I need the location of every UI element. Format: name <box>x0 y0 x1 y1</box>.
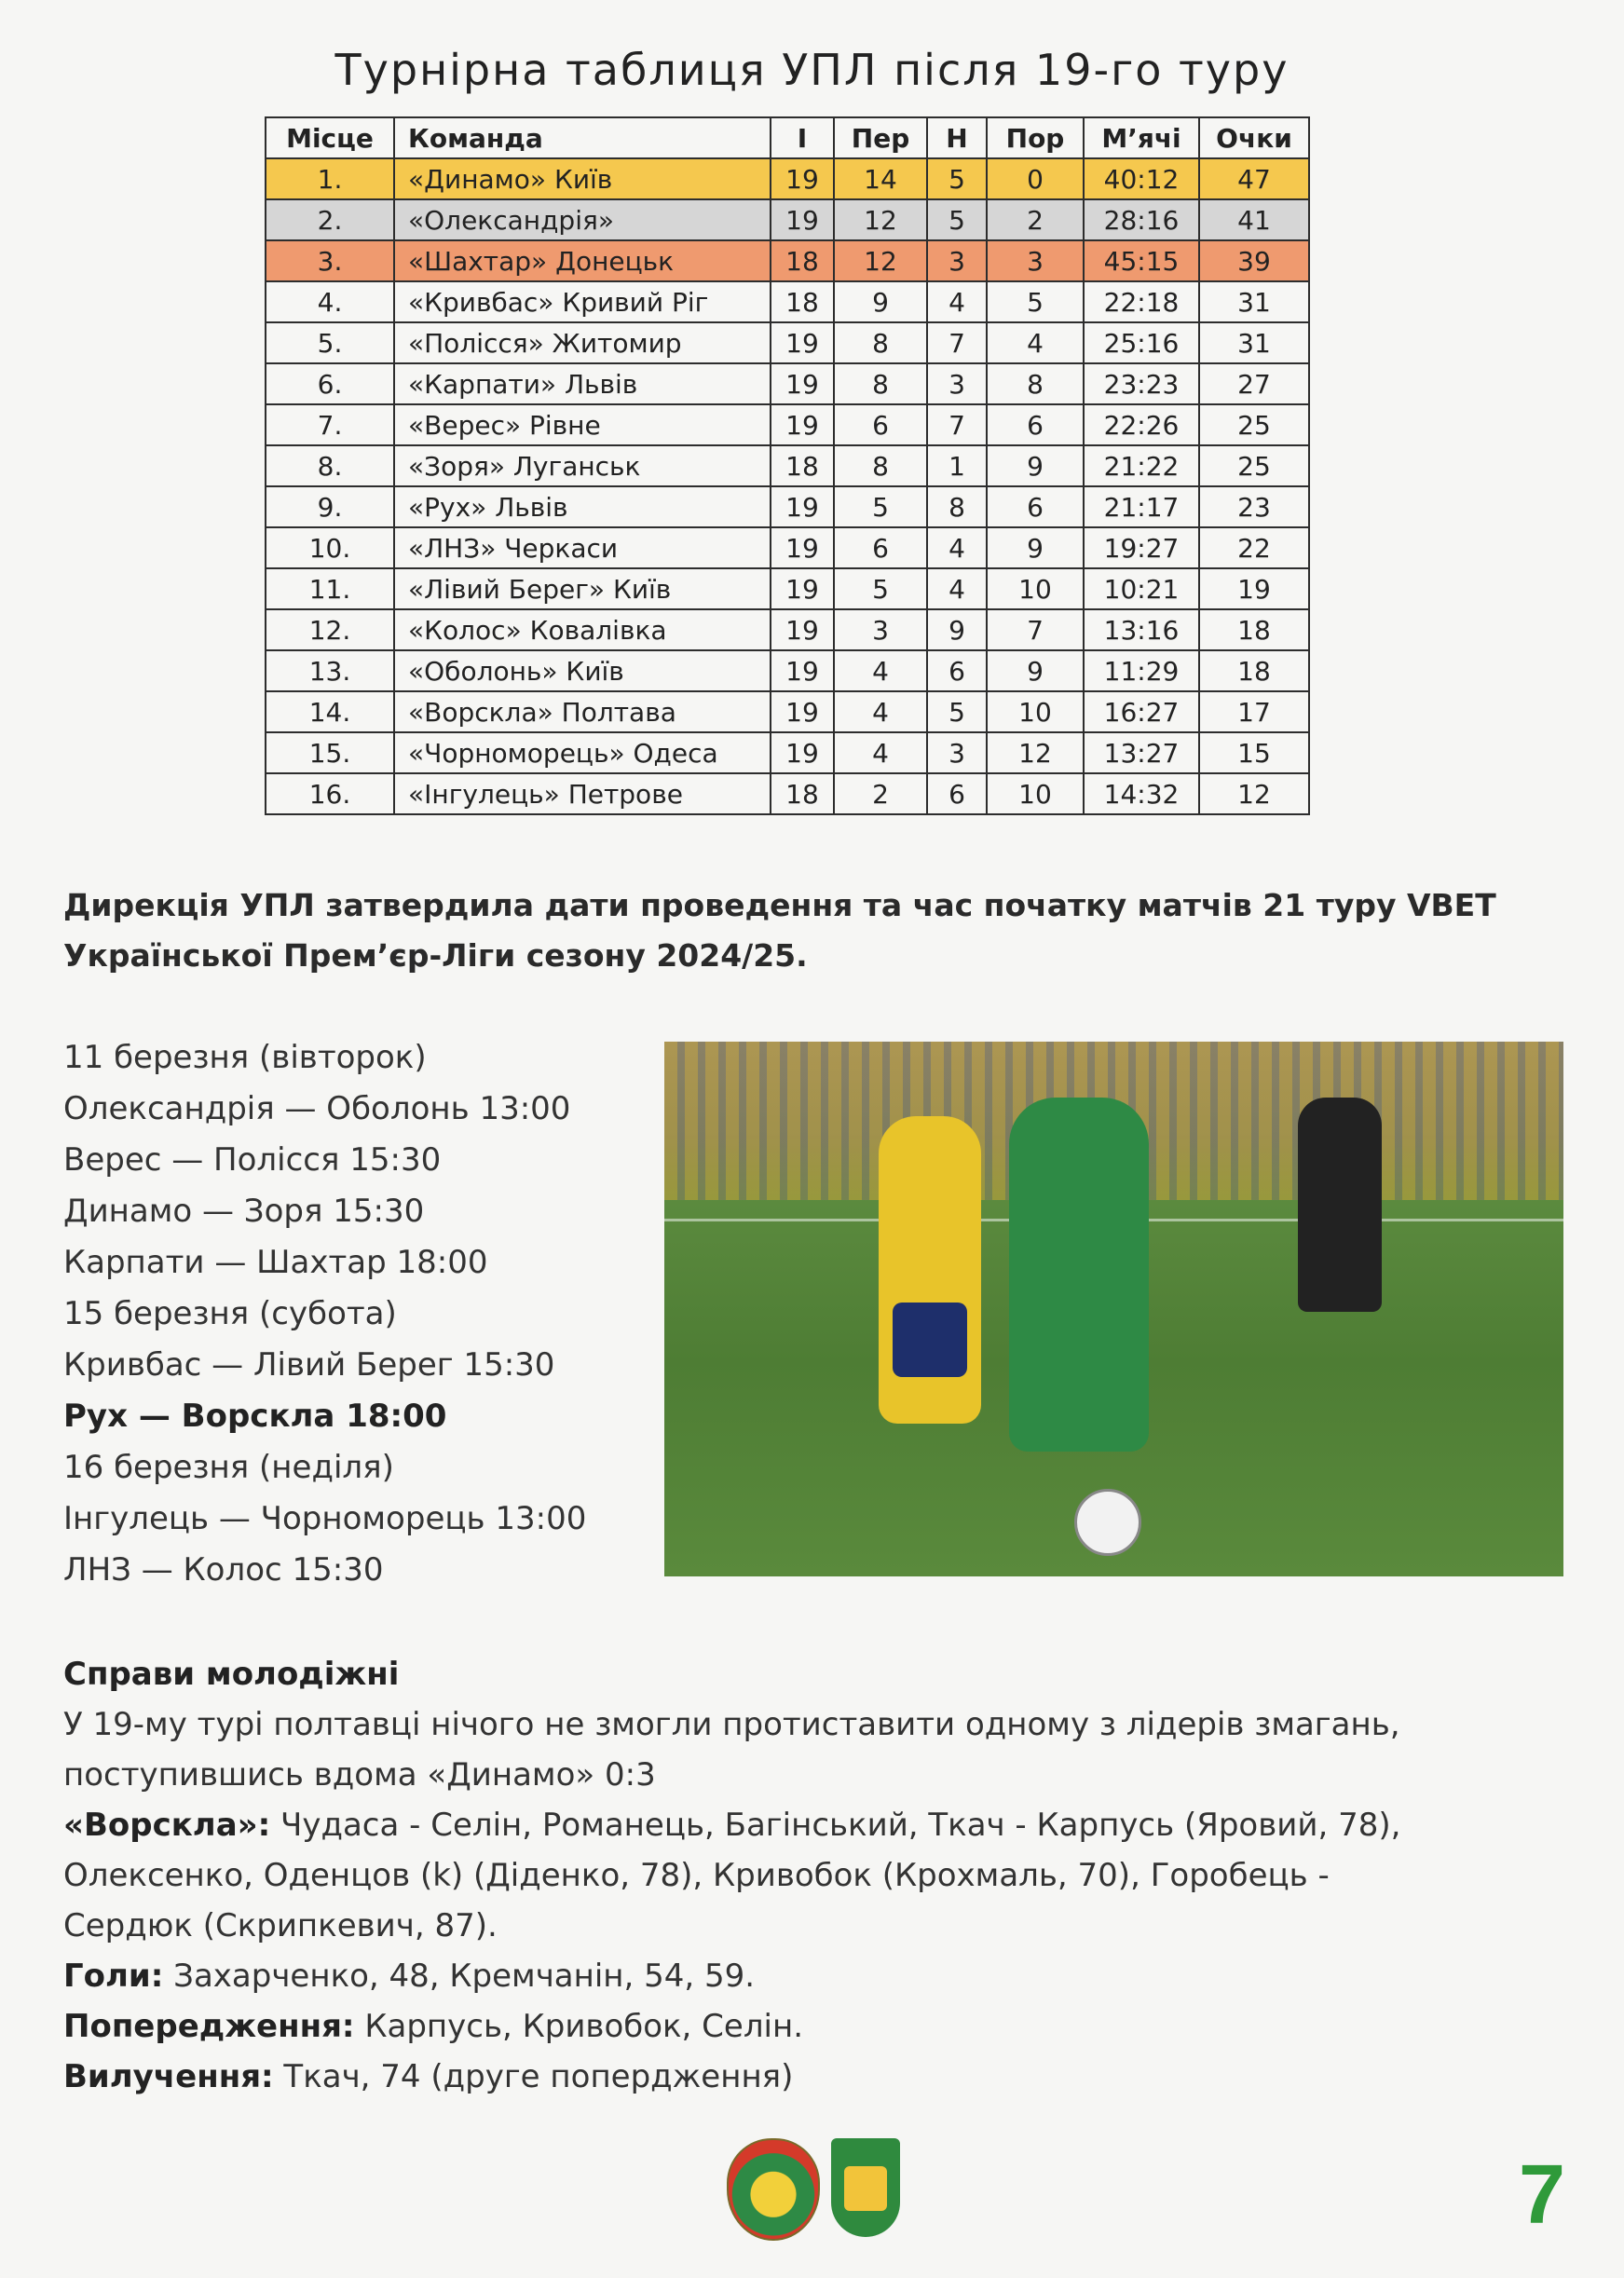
cell-draws: 5 <box>927 691 987 732</box>
cell-points: 31 <box>1199 281 1309 322</box>
cell-team: «Оболонь» Київ <box>394 650 771 691</box>
schedule-line: Кривбас — Лівий Берег 15:30 <box>63 1346 555 1384</box>
cell-draws: 3 <box>927 240 987 281</box>
schedule-line: Динамо — Зоря 15:30 <box>63 1193 425 1230</box>
cell-goals: 10:21 <box>1084 568 1199 609</box>
cell-goals: 13:16 <box>1084 609 1199 650</box>
cell-place: 10. <box>266 527 394 568</box>
cell-goals: 22:18 <box>1084 281 1199 322</box>
youth-section <box>63 1649 1591 2102</box>
cell-losses: 6 <box>987 486 1084 527</box>
cell-played: 19 <box>771 322 834 363</box>
cell-draws: 6 <box>927 650 987 691</box>
cell-wins: 8 <box>834 445 927 486</box>
schedule-line: Рух — Ворскла 18:00 <box>63 1398 447 1435</box>
youth-intro: поступившись вдома «Динамо» 0:3 <box>63 1756 656 1794</box>
table-row <box>266 527 1309 568</box>
cell-losses: 4 <box>987 322 1084 363</box>
cell-goals: 19:27 <box>1084 527 1199 568</box>
cell-points: 31 <box>1199 322 1309 363</box>
table-row <box>266 486 1309 527</box>
cell-points: 47 <box>1199 158 1309 199</box>
cell-draws: 5 <box>927 199 987 240</box>
header-wins: Пер <box>834 117 927 158</box>
cell-played: 18 <box>771 445 834 486</box>
cell-points: 25 <box>1199 404 1309 445</box>
cell-team: «Рух» Львів <box>394 486 771 527</box>
cell-team: «Інгулець» Петрове <box>394 773 771 814</box>
cell-place: 6. <box>266 363 394 404</box>
standings-table <box>265 116 1310 815</box>
cell-goals: 14:32 <box>1084 773 1199 814</box>
cell-place: 7. <box>266 404 394 445</box>
table-row <box>266 158 1309 199</box>
table-header-row <box>266 117 1309 158</box>
cell-played: 19 <box>771 691 834 732</box>
cell-team: «ЛНЗ» Черкаси <box>394 527 771 568</box>
cell-played: 18 <box>771 773 834 814</box>
cell-team: «Чорноморець» Одеса <box>394 732 771 773</box>
table-row <box>266 691 1309 732</box>
cell-played: 19 <box>771 527 834 568</box>
cell-losses: 5 <box>987 281 1084 322</box>
cell-wins: 4 <box>834 650 927 691</box>
cell-team: «Олександрія» <box>394 199 771 240</box>
cell-losses: 10 <box>987 773 1084 814</box>
goals-text: Захарченко, 48, Кремчанін, 54, 59. <box>163 1957 756 1995</box>
table-row <box>266 281 1309 322</box>
cell-draws: 4 <box>927 281 987 322</box>
cell-losses: 2 <box>987 199 1084 240</box>
cell-draws: 7 <box>927 404 987 445</box>
cell-losses: 9 <box>987 445 1084 486</box>
cell-losses: 9 <box>987 650 1084 691</box>
table-row <box>266 322 1309 363</box>
football <box>1074 1489 1141 1556</box>
schedule-line: Верес — Полісся 15:30 <box>63 1141 442 1179</box>
cell-played: 19 <box>771 199 834 240</box>
cell-played: 19 <box>771 404 834 445</box>
youth-heading: Справи молодіжні <box>63 1656 400 1693</box>
cell-losses: 8 <box>987 363 1084 404</box>
cell-points: 15 <box>1199 732 1309 773</box>
header-draws: Н <box>927 117 987 158</box>
cell-losses: 3 <box>987 240 1084 281</box>
cell-goals: 21:17 <box>1084 486 1199 527</box>
cell-goals: 45:15 <box>1084 240 1199 281</box>
cell-losses: 0 <box>987 158 1084 199</box>
cell-team: «Колос» Ковалівка <box>394 609 771 650</box>
header-goals: М’ячі <box>1084 117 1199 158</box>
cell-place: 12. <box>266 609 394 650</box>
table-row <box>266 568 1309 609</box>
header-losses: Пор <box>987 117 1084 158</box>
lineup-line: Сердюк (Скрипкевич, 87). <box>63 1907 498 1944</box>
cell-goals: 16:27 <box>1084 691 1199 732</box>
table-row <box>266 650 1309 691</box>
cell-place: 8. <box>266 445 394 486</box>
schedule-line: Інгулець — Чорноморець 13:00 <box>63 1500 587 1537</box>
table-row <box>266 773 1309 814</box>
cell-points: 17 <box>1199 691 1309 732</box>
karpaty-logo-lion <box>844 2166 887 2211</box>
cell-team: «Полісся» Житомир <box>394 322 771 363</box>
cell-team: «Зоря» Луганськ <box>394 445 771 486</box>
lineup-label: «Ворскла»: <box>63 1807 271 1844</box>
cell-place: 5. <box>266 322 394 363</box>
cell-goals: 11:29 <box>1084 650 1199 691</box>
cell-points: 27 <box>1199 363 1309 404</box>
cell-played: 18 <box>771 240 834 281</box>
cell-team: «Ворскла» Полтава <box>394 691 771 732</box>
cell-played: 18 <box>771 281 834 322</box>
player-green <box>1009 1098 1149 1452</box>
cell-team: «Карпати» Львів <box>394 363 771 404</box>
referee <box>1298 1098 1382 1312</box>
cell-wins: 5 <box>834 568 927 609</box>
cell-played: 19 <box>771 732 834 773</box>
cell-place: 13. <box>266 650 394 691</box>
cell-goals: 40:12 <box>1084 158 1199 199</box>
schedule-line: ЛНЗ — Колос 15:30 <box>63 1551 384 1589</box>
cell-wins: 4 <box>834 691 927 732</box>
announcement-line: Дирекція УПЛ затвердила дати проведення та час початку матчів 21 туру VBET <box>63 887 1496 923</box>
cell-points: 18 <box>1199 609 1309 650</box>
cell-place: 4. <box>266 281 394 322</box>
cell-points: 23 <box>1199 486 1309 527</box>
lineup-line <box>63 1800 1591 1850</box>
table-row <box>266 404 1309 445</box>
warnings-text: Карпусь, Кривобок, Селін. <box>354 2008 804 2045</box>
cell-wins: 6 <box>834 404 927 445</box>
cell-draws: 7 <box>927 322 987 363</box>
cell-place: 3. <box>266 240 394 281</box>
cell-played: 19 <box>771 650 834 691</box>
cell-losses: 12 <box>987 732 1084 773</box>
schedule-line: 15 березня (субота) <box>63 1295 397 1332</box>
cell-played: 19 <box>771 363 834 404</box>
cell-losses: 6 <box>987 404 1084 445</box>
cell-goals: 28:16 <box>1084 199 1199 240</box>
header-team: Команда <box>394 117 771 158</box>
schedule-line: 11 березня (вівторок) <box>63 1039 427 1076</box>
cell-draws: 1 <box>927 445 987 486</box>
cell-place: 2. <box>266 199 394 240</box>
schedule-line: Олександрія — Оболонь 13:00 <box>63 1090 571 1127</box>
cell-played: 19 <box>771 158 834 199</box>
cell-team: «Кривбас» Кривий Ріг <box>394 281 771 322</box>
lineup-line: Олексенко, Оденцов (k) (Діденко, 78), Кривобок (Крохмаль, 70), Горобець - <box>63 1857 1330 1894</box>
cell-goals: 13:27 <box>1084 732 1199 773</box>
cell-points: 22 <box>1199 527 1309 568</box>
page-number: 7 <box>1519 2148 1566 2242</box>
cell-points: 12 <box>1199 773 1309 814</box>
cell-place: 9. <box>266 486 394 527</box>
cell-points: 18 <box>1199 650 1309 691</box>
cell-draws: 6 <box>927 773 987 814</box>
cell-wins: 3 <box>834 609 927 650</box>
cell-played: 19 <box>771 609 834 650</box>
cell-losses: 10 <box>987 691 1084 732</box>
cell-losses: 9 <box>987 527 1084 568</box>
cell-place: 1. <box>266 158 394 199</box>
cell-wins: 9 <box>834 281 927 322</box>
cell-draws: 9 <box>927 609 987 650</box>
cell-goals: 22:26 <box>1084 404 1199 445</box>
cell-wins: 14 <box>834 158 927 199</box>
cell-draws: 5 <box>927 158 987 199</box>
cell-draws: 3 <box>927 363 987 404</box>
goals-line <box>63 1951 1591 2001</box>
table-row <box>266 732 1309 773</box>
table-row <box>266 445 1309 486</box>
cell-wins: 8 <box>834 322 927 363</box>
red-card-label: Вилучення: <box>63 2058 274 2095</box>
cell-place: 14. <box>266 691 394 732</box>
page-title: Турнірна таблиця УПЛ після 19-го туру <box>334 45 1290 95</box>
header-played: І <box>771 117 834 158</box>
cell-wins: 12 <box>834 240 927 281</box>
cell-place: 11. <box>266 568 394 609</box>
match-schedule <box>63 1032 660 1596</box>
warnings-label: Попередження: <box>63 2008 355 2045</box>
cell-draws: 4 <box>927 527 987 568</box>
cell-wins: 4 <box>834 732 927 773</box>
cell-wins: 2 <box>834 773 927 814</box>
cell-points: 39 <box>1199 240 1309 281</box>
red-card-text: Ткач, 74 (друге попердження) <box>273 2058 794 2095</box>
youth-intro: У 19-му турі полтавці нічого не змогли протиставити одному з лідерів змагань, <box>63 1706 1400 1743</box>
red-card-line <box>63 2052 1591 2102</box>
cell-wins: 6 <box>834 527 927 568</box>
cell-wins: 12 <box>834 199 927 240</box>
cell-draws: 3 <box>927 732 987 773</box>
cell-goals: 25:16 <box>1084 322 1199 363</box>
cell-played: 19 <box>771 568 834 609</box>
cell-team: «Динамо» Київ <box>394 158 771 199</box>
schedule-line: Карпати — Шахтар 18:00 <box>63 1244 488 1281</box>
table-row <box>266 199 1309 240</box>
cell-points: 25 <box>1199 445 1309 486</box>
cell-losses: 7 <box>987 609 1084 650</box>
cell-team: «Лівий Берег» Київ <box>394 568 771 609</box>
warnings-line <box>63 2001 1591 2052</box>
cell-draws: 4 <box>927 568 987 609</box>
cell-wins: 8 <box>834 363 927 404</box>
cell-points: 19 <box>1199 568 1309 609</box>
cell-wins: 5 <box>834 486 927 527</box>
goals-label: Голи: <box>63 1957 164 1995</box>
table-row <box>266 363 1309 404</box>
cell-goals: 23:23 <box>1084 363 1199 404</box>
cell-points: 41 <box>1199 199 1309 240</box>
cell-losses: 10 <box>987 568 1084 609</box>
table-row <box>266 240 1309 281</box>
announcement-line: Української Прем’єр-Ліги сезону 2024/25. <box>63 937 808 974</box>
header-place: Місце <box>266 117 394 158</box>
lineup-text: Чудаса - Селін, Романець, Багінський, Ткач - Карпусь (Яровий, 78), <box>270 1807 1401 1844</box>
schedule-line: 16 березня (неділя) <box>63 1449 394 1486</box>
announcement <box>63 880 1582 981</box>
club-logos <box>727 2138 913 2241</box>
cell-place: 15. <box>266 732 394 773</box>
player-yellow-shorts <box>893 1303 967 1377</box>
match-photo <box>664 1042 1563 1576</box>
cell-goals: 21:22 <box>1084 445 1199 486</box>
cell-played: 19 <box>771 486 834 527</box>
cell-place: 16. <box>266 773 394 814</box>
table-row <box>266 609 1309 650</box>
cell-team: «Шахтар» Донецьк <box>394 240 771 281</box>
cell-draws: 8 <box>927 486 987 527</box>
player-yellow <box>879 1116 981 1424</box>
vorskla-logo <box>727 2138 820 2241</box>
header-points: Очки <box>1199 117 1309 158</box>
karpaty-logo <box>831 2138 900 2237</box>
cell-team: «Верес» Рівне <box>394 404 771 445</box>
